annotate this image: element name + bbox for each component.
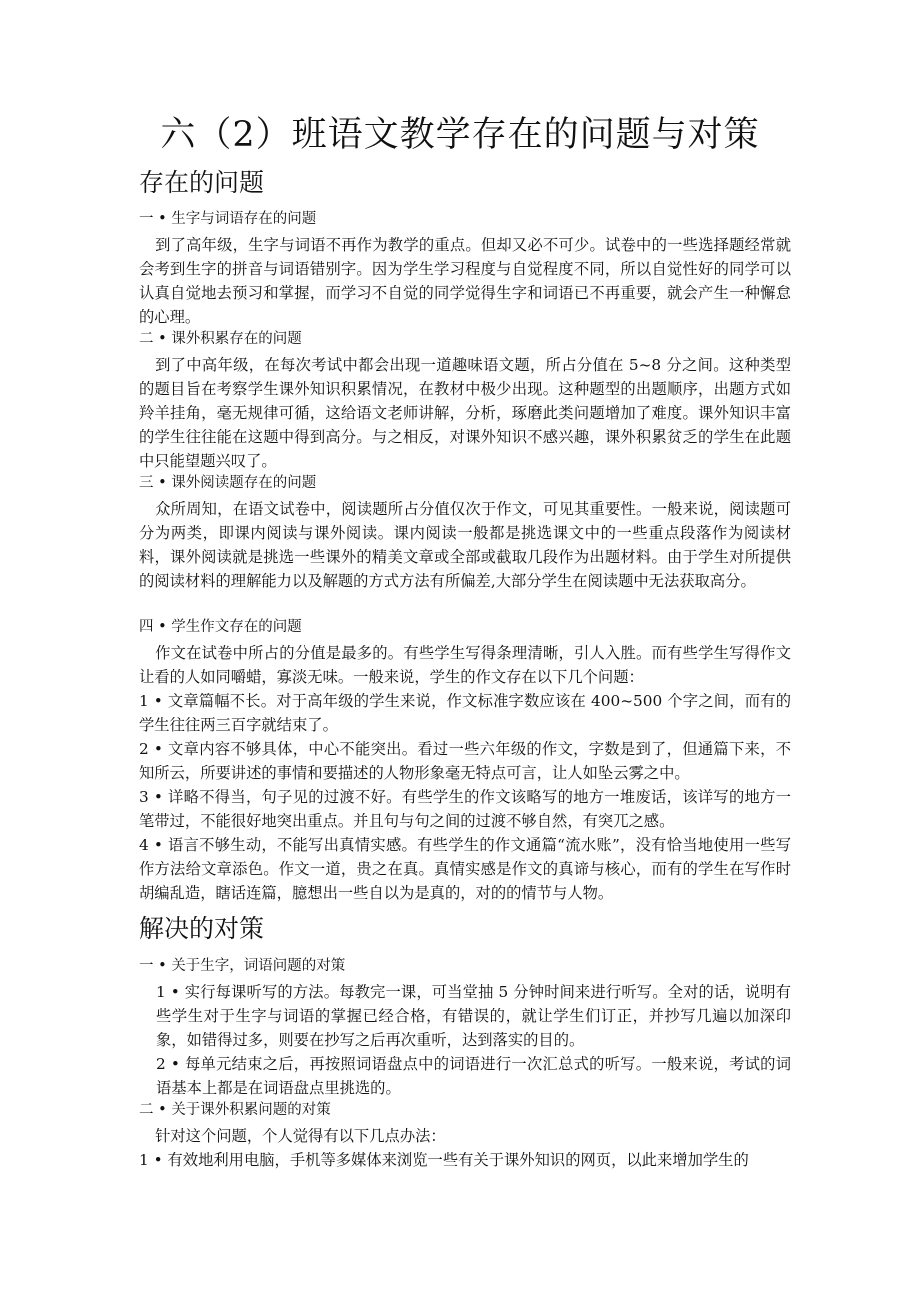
solution-1-point-2: 2 • 每单元结束之后，再按照词语盘点中的词语进行一次汇总式的听写。一般来说，考试的词语基本上都是在词语盘点里挑选的。 — [156, 1055, 791, 1097]
solution-2-intro: 针对这个问题，个人觉得有以下几点办法： — [155, 1127, 446, 1145]
solution-1-heading: 一 • 关于生字，词语问题的对策 — [139, 958, 346, 974]
solution-2-heading: 二 • 关于课外积累问题的对策 — [139, 1102, 331, 1118]
section-heading-solutions: 解决的对策 — [139, 914, 265, 943]
problem-4-point-4: 4 • 语言不够生动，不能写出真情实感。有些学生的作文通篇“流水账”，没有恰当地使用一些写作方法给文章添色。作文一道，贵之在真。真情实感是作文的真谛与核心，而有的学生在写作时胡编乱造，瞎话连篇，臆想出一些自以为是真的，对的的情节与人物。 — [139, 836, 791, 902]
document-title: 六（2）班语文教学存在的问题与对策 — [160, 115, 760, 155]
problem-1-heading: 一 • 生字与词语存在的问题 — [139, 211, 317, 227]
problem-4-point-3: 3 • 详略不得当，句子见的过渡不好。有些学生的作文该略写的地方一堆废话，该详写的地方一笔带过，不能很好地突出重点。并且句与句之间的过渡不够自然，有突兀之感。 — [139, 788, 791, 830]
problem-3-paragraph: 众所周知，在语文试卷中，阅读题所占分值仅次于作文，可见其重要性。一般来说，阅读题可分为两类，即课内阅读与课外阅读。课内阅读一般都是挑选课文中的一些重点段落作为阅读材料，课外阅读就是挑选一些课外的精美文章或全部或截取几段作为出题材料。由于学生对所提供的阅读材料的理解能力以及解题的方式方法有所偏差,大部分学生在阅读题中无法获取高分。 — [139, 500, 791, 590]
solution-2-point-1: 1 • 有效地利用电脑，手机等多媒体来浏览一些有关于课外知识的网页，以此来增加学生的 — [139, 1151, 749, 1169]
problem-4-intro: 作文在试卷中所占的分值是最多的。有些学生写得条理清晰，引人入胜。而有些学生写得作文让看的人如同嚼蜡，寡淡无味。一般来说，学生的作文存在以下几个问题： — [139, 644, 791, 686]
problem-2-heading: 二 • 课外积累存在的问题 — [139, 331, 302, 347]
problem-4-point-2: 2 • 文章内容不够具体，中心不能突出。看过一些六年级的作文，字数是到了，但通篇下来，不知所云，所要讲述的事情和要描述的人物形象毫无特点可言，让人如坠云雾之中。 — [139, 740, 791, 782]
problem-3-heading: 三 • 课外阅读题存在的问题 — [139, 475, 317, 491]
problem-4-point-1: 1 • 文章篇幅不长。对于高年级的学生来说，作文标准字数应该在 400~500 个字之间，而有的学生往往两三百字就结束了。 — [139, 692, 791, 734]
problem-4-heading: 四 • 学生作文存在的问题 — [139, 619, 302, 635]
solution-1-point-1: 1 • 实行每课听写的方法。每教完一课，可当堂抽 5 分钟时间来进行听写。全对的话，说明有些学生对于生字与词语的掌握已经合格，有错误的，就让学生们订正，并抄写几遍以加深印象，如错得过多，则要在抄写之后再次重听，达到落实的目的。 — [156, 983, 791, 1049]
section-heading-problems: 存在的问题 — [139, 168, 265, 197]
problem-2-paragraph: 到了中高年级，在每次考试中都会出现一道趣味语文题，所占分值在 5~8 分之间。这种类型的题目旨在考察学生课外知识积累情况，在教材中极少出现。这种题型的出题顺序，出题方式如羚羊挂角，毫无规律可循，这给语文老师讲解，分析，琢磨此类问题增加了难度。课外知识丰富的学生往往能在这题中得到高分。与之相反，对课外知识不感兴趣，课外积累贫乏的学生在此题中只能望题兴叹了。 — [139, 356, 791, 470]
problem-1-paragraph: 到了高年级，生字与词语不再作为教学的重点。但却又必不可少。试卷中的一些选择题经常就会考到生字的拼音与词语错别字。因为学生学习程度与自觉程度不同，所以自觉性好的同学可以认真自觉地去预习和掌握，而学习不自觉的同学觉得生字和词语已不再重要，就会产生一种懈怠的心理。 — [139, 236, 791, 326]
